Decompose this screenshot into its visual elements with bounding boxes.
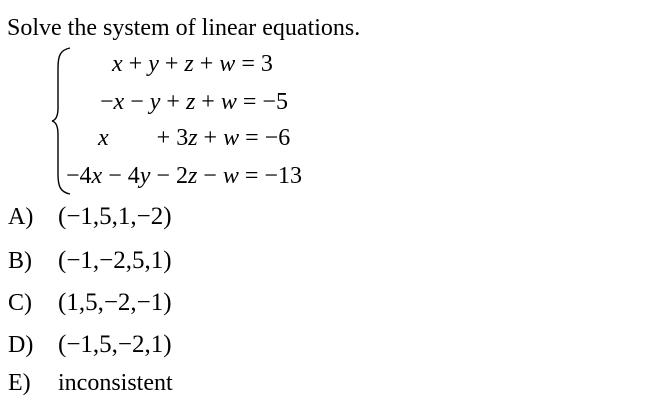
equation-1: x + y + z + w = 3 xyxy=(112,51,273,77)
choice-answer: (−1,−2,5,1) xyxy=(58,247,172,274)
choice-d[interactable] xyxy=(8,330,172,360)
choice-answer: (1,5,−2,−1) xyxy=(58,289,172,316)
equation-4: −4x − 4y − 2z − w = −13 xyxy=(66,163,302,189)
choice-b[interactable] xyxy=(8,246,172,276)
choice-letter: B) xyxy=(8,248,32,274)
choice-c[interactable] xyxy=(8,288,172,318)
choice-letter: E) xyxy=(8,370,31,396)
choice-answer: inconsistent xyxy=(58,370,173,396)
choice-answer: (−1,5,−2,1) xyxy=(58,331,172,358)
choice-letter: C) xyxy=(8,290,32,316)
choice-a[interactable] xyxy=(8,202,172,232)
choice-answer: (−1,5,1,−2) xyxy=(58,203,172,230)
equation-2: −x − y + z + w = −5 xyxy=(100,89,288,115)
choice-letter: A) xyxy=(8,204,34,230)
equation-3: x + 3z + w = −6 xyxy=(98,125,291,151)
choice-e[interactable] xyxy=(8,368,173,398)
question-text: Solve the system of linear equations. xyxy=(7,15,361,41)
choice-letter: D) xyxy=(8,332,34,358)
